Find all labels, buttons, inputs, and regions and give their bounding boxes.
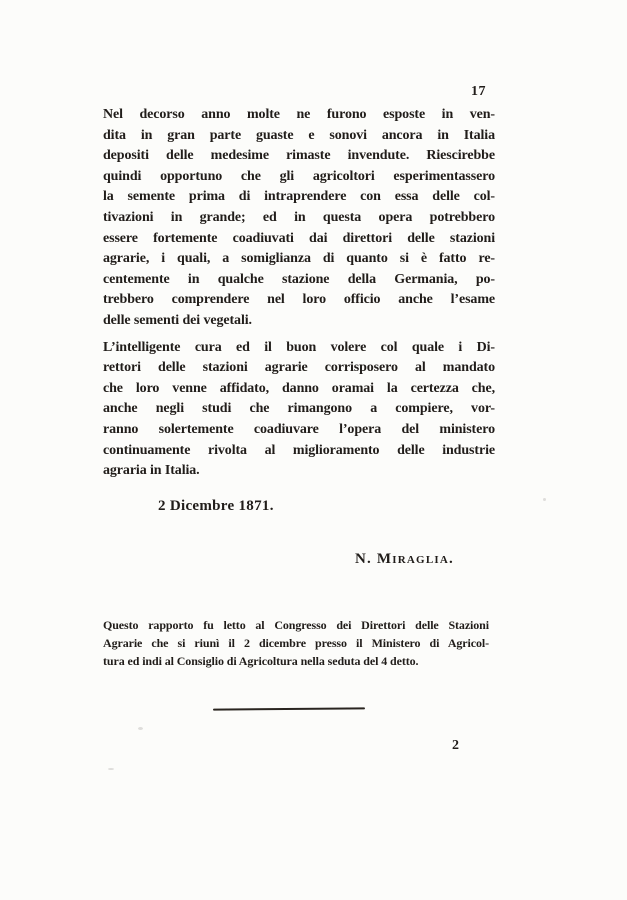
text-line: dita in gran parte guaste e sonovi ancora in Italia (103, 127, 495, 143)
text-line: rettori delle stazioni agrarie corrisposero al mandato (103, 360, 495, 376)
text-line: ranno solertemente coadiuvare l’opera del ministero (103, 421, 495, 437)
paragraph-2 (103, 338, 495, 482)
text-line: anche negli studi che rimangono a compiere, vor- (103, 401, 495, 417)
paragraph-1 (103, 105, 495, 332)
scan-speck (108, 768, 114, 770)
text-line: L’intelligente cura ed il buon volere col quale i Di- (103, 339, 495, 355)
text-line: centemente in qualche stazione della Germania, po- (103, 271, 495, 287)
scan-speck (138, 727, 143, 730)
text-line: depositi delle medesime rimaste invendute. Riescirebbe (103, 148, 495, 164)
text-line: tivazioni in grande; ed in questa opera potrebbero (103, 209, 495, 225)
text-line: trebbero comprendere nel loro officio anche l’esame (103, 292, 495, 308)
signature: N. Miraglia. (355, 551, 454, 567)
text-line: delle sementi dei vegetali. (103, 312, 252, 328)
scan-speck (543, 498, 546, 501)
separator-rule (213, 707, 365, 710)
page-number-top: 17 (471, 84, 486, 99)
main-text-block (103, 105, 495, 482)
text-line: continuamente rivolta al miglioramento delle industrie (103, 442, 495, 458)
footnote-line: tura ed indi al Consiglio di Agricoltura nella seduta del 4 detto. (103, 654, 419, 669)
footnote-line: Agrarie che si riunì il 2 dicembre presso il Ministero di Agricol- (103, 636, 489, 651)
text-line: quindi opportuno che gli agricoltori esperimentassero (103, 168, 495, 184)
text-line: agrarie, i quali, a somiglianza di quanto si è fatto re- (103, 251, 495, 267)
text-line: agraria in Italia. (103, 463, 200, 479)
text-line: che loro venne affidato, danno oramai la certezza che, (103, 380, 495, 396)
footnote-line: Questo rapporto fu letto al Congresso dei Direttori delle Stazioni (103, 618, 489, 632)
text-line: essere fortemente coadiuvati dai direttori delle stazioni (103, 230, 495, 246)
text-line: la semente prima di intraprendere con essa delle col- (103, 189, 495, 205)
page-number-bottom: 2 (452, 738, 459, 753)
footnote (103, 616, 489, 671)
date-line: 2 Dicembre 1871. (158, 498, 274, 514)
text-line: Nel decorso anno molte ne furono esposte in ven- (103, 107, 495, 122)
